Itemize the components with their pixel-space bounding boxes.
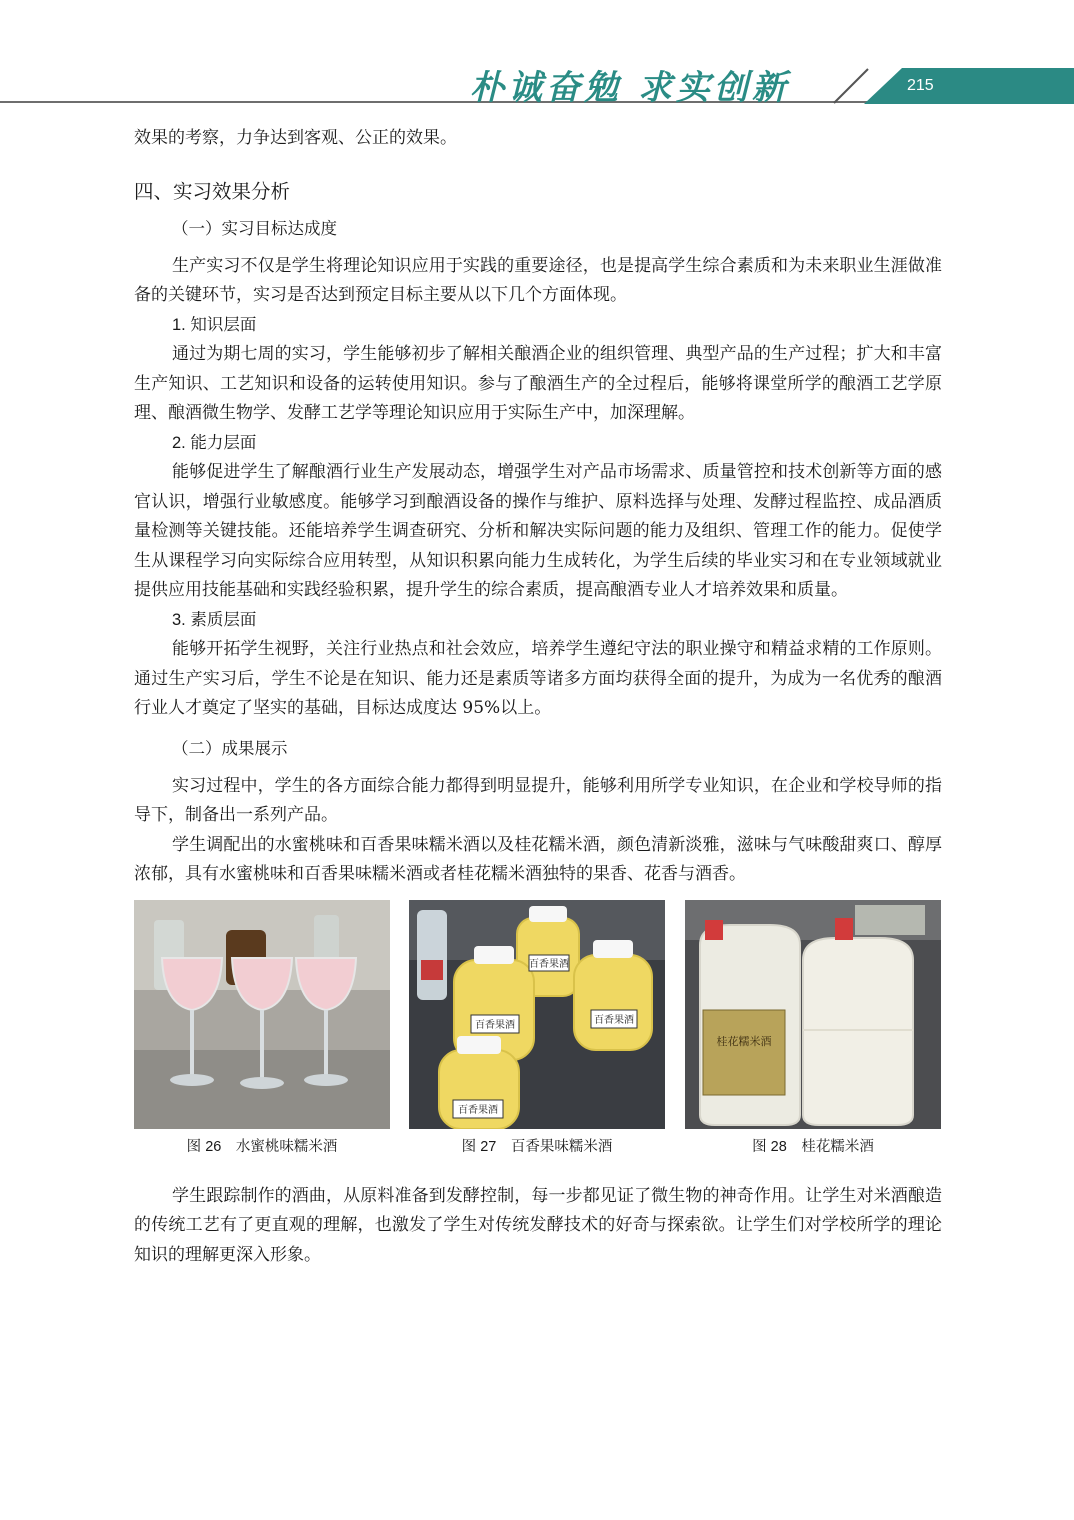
bottle-label: 百香果酒 bbox=[529, 958, 569, 970]
paragraph-results-2: 学生调配出的水蜜桃味和百香果味糯米酒以及桂花糯米酒，颜色清新淡雅，滋味与气味酸甜爽口、醇厚浓郁，具有水蜜桃味和百香果味糯米酒或者桂花糯米酒独特的果香、花香与酒香。 bbox=[134, 834, 942, 884]
figure-row bbox=[134, 900, 942, 1170]
passionfruit-bottles-photo bbox=[409, 900, 665, 1129]
paragraph-closing: 学生跟踪制作的酒曲，从原料准备到发酵控制，每一步都见证了微生物的神奇作用。让学生对米酒酿造的传统工艺有了更直观的理解，也激发了学生对传统发酵技术的好奇与探索欲。让学生们对学校所学的理论知识的理解更深入形象。 bbox=[134, 1185, 942, 1265]
figure-27-caption: 图 27 百香果味糯米酒 bbox=[461, 1138, 613, 1155]
article-body bbox=[134, 124, 942, 1270]
paragraph-knowledge: 通过为期七周的实习，学生能够初步了解相关酿酒企业的组织管理、典型产品的生产过程；扩大和丰富生产知识、工艺知识和设备的运转使用知识。参与了酿酒生产的全过程后，能够将课堂所学的酿酒工艺学原理、酿酒微生物学、发酵工艺学等理论知识应用于实际生产中，加深理解。 bbox=[134, 344, 942, 423]
subsection-title-results: （二）成果展示 bbox=[172, 739, 288, 758]
paragraph-ability: 能够促进学生了解酿酒行业生产发展动态，增强学生对产品市场需求、质量管控和技术创新等方面的感官认识，增强行业敏感度。能够学习到酿酒设备的操作与维护、原料选择与处理、发酵过程监控、成品酒质量检测等关键技能。还能培养学生调查研究、分析和解决实际问题的能力及组织、管理工作的能力。促使学生从课程学习向实际综合应用转型，从知识积累向能力生成转化，为学生后续的毕业实习和在专业领域就业提供应用技能基础和实践经验积累，提升学生的综合素质，提高酿酒专业人才培养效果和质量。 bbox=[134, 462, 942, 600]
figure-28 bbox=[685, 900, 941, 1156]
paragraph-quality: 能够开拓学生视野，关注行业热点和社会效应，培养学生遵纪守法的职业操守和精益求精的工作原则。通过生产实习后，学生不论是在知识、能力还是素质等诸多方面均获得全面的提升，为成为一名优秀的酿酒行业人才奠定了坚实的基础，目标达成度达 95%以上。 bbox=[134, 639, 942, 718]
figure-27 bbox=[409, 900, 665, 1156]
osmanthus-jugs-photo bbox=[685, 900, 941, 1129]
intro-line: 效果的考察，力争达到客观、公正的效果。 bbox=[134, 128, 457, 148]
paragraph-results-1: 实习过程中，学生的各方面综合能力都得到明显提升，能够利用所学专业知识，在企业和学校导师的指导下，制备出一系列产品。 bbox=[134, 775, 942, 825]
bottle-label: 百香果酒 bbox=[594, 1014, 634, 1026]
subsection-title-goals: （一）实习目标达成度 bbox=[172, 219, 337, 238]
bottle-label: 百香果酒 bbox=[475, 1019, 515, 1031]
section-title: 四、实习效果分析 bbox=[134, 180, 291, 203]
header-slash-decoration bbox=[832, 66, 872, 106]
figure-26 bbox=[134, 900, 390, 1156]
figure-26-caption: 图 26 水蜜桃味糯米酒 bbox=[186, 1138, 338, 1155]
header-motto: 朴诚奋勉 求实创新 bbox=[470, 68, 790, 108]
item-title-knowledge: 1. 知识层面 bbox=[172, 315, 257, 334]
jug-label: 桂花糯米酒 bbox=[716, 1034, 772, 1048]
page-number: 215 bbox=[907, 77, 934, 94]
figure-28-caption: 图 28 桂花糯米酒 bbox=[752, 1138, 874, 1155]
item-title-quality: 3. 素质层面 bbox=[172, 610, 257, 629]
bottle-label: 百香果酒 bbox=[458, 1104, 498, 1116]
wine-glasses-photo bbox=[134, 900, 390, 1129]
paragraph-goals: 生产实习不仅是学生将理论知识应用于实践的重要途径，也是提高学生综合素质和为未来职业生涯做准备的关键环节，实习是否达到预定目标主要从以下几个方面体现。 bbox=[134, 255, 942, 305]
item-title-ability: 2. 能力层面 bbox=[172, 433, 257, 452]
